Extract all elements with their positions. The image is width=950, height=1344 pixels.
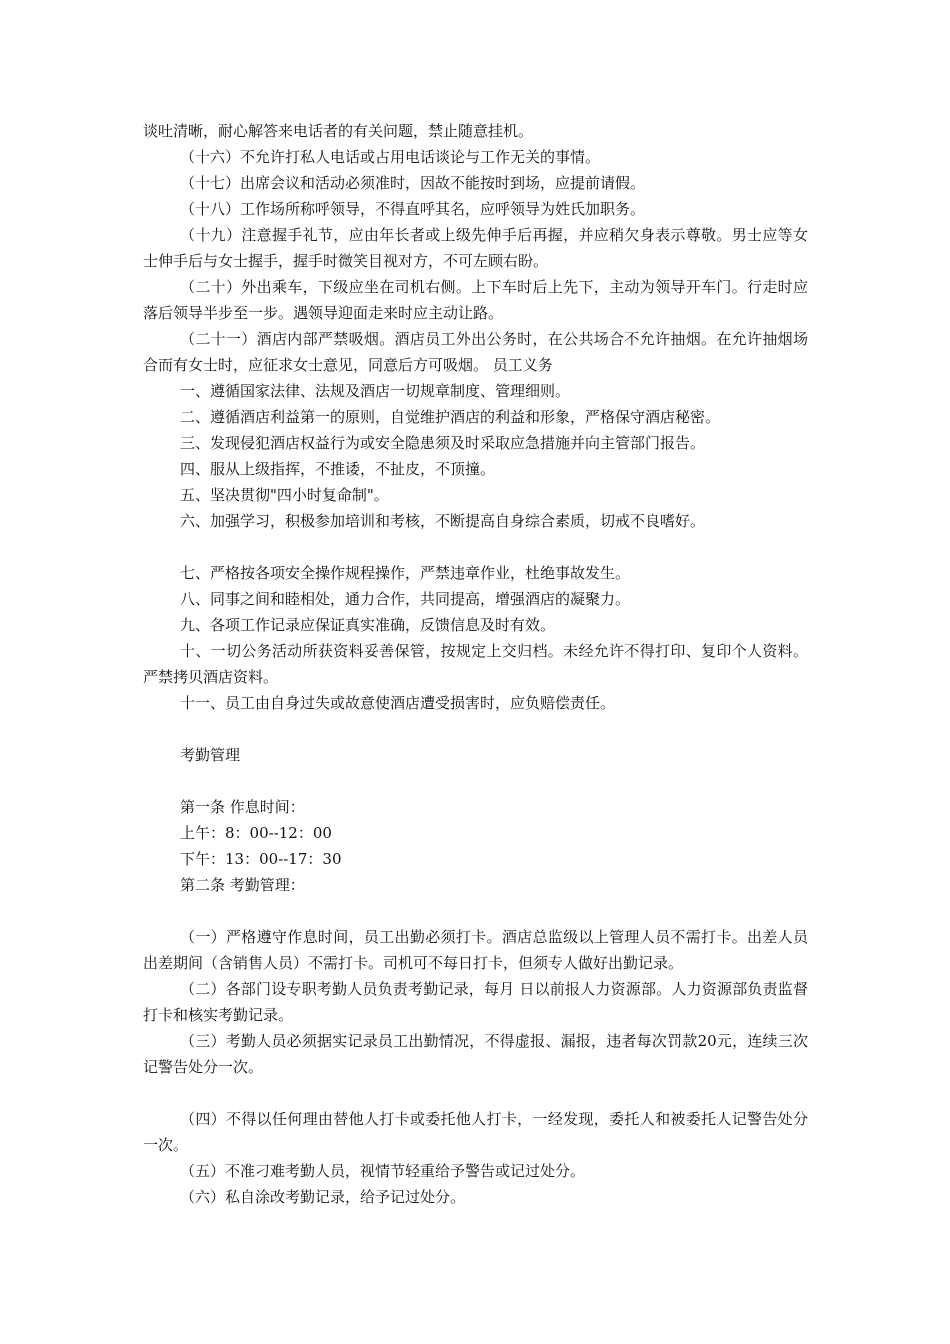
- paragraph: （五）不准刁难考勤人员，视情节轻重给予警告或记过处分。: [180, 1162, 586, 1180]
- paragraph: 第二条 考勤管理：: [180, 876, 305, 894]
- paragraph: 上午：8：00--12：00: [180, 824, 332, 842]
- paragraph: 一、遵循国家法律、法规及酒店一切规章制度、管理细则。: [180, 382, 571, 400]
- paragraph: （四）不得以任何理由替他人打卡或委托他人打卡，一经发现，委托人和被委托人记警告处分一次。: [143, 1110, 808, 1154]
- paragraph: 十、一切公务活动所获资料妥善保管，按规定上交归档。未经允许不得打印、复印个人资料。严禁拷贝酒店资料。: [143, 642, 808, 686]
- blank-line: [143, 898, 808, 924]
- paragraph: 二、遵循酒店利益第一的原则，自觉维护酒店的利益和形象，严格保守酒店秘密。: [180, 408, 721, 426]
- paragraph: （一）严格遵守作息时间，员工出勤必须打卡。酒店总监级以上管理人员不需打卡。出差人员出差期间（含销售人员）不需打卡。司机可不每日打卡，但须专人做好出勤记录。: [143, 928, 808, 972]
- paragraph: 六、加强学习，积极参加培训和考核，不断提高自身综合素质，切戒不良嗜好。: [180, 512, 706, 530]
- paragraph: 七、严格按各项安全操作规程操作，严禁违章作业，杜绝事故发生。: [180, 564, 631, 582]
- paragraph: （二十一）酒店内部严禁吸烟。酒店员工外出公务时，在公共场合不允许抽烟。在允许抽烟场合而有女士时，应征求女士意见，同意后方可吸烟。 员工义务: [143, 330, 808, 374]
- paragraph: 考勤管理: [180, 746, 241, 764]
- blank-line: [143, 716, 808, 742]
- blank-line: [143, 768, 808, 794]
- blank-line: [143, 534, 808, 560]
- paragraph: 八、同事之间和睦相处，通力合作，共同提高，增强酒店的凝聚力。: [180, 590, 631, 608]
- paragraph: （十七）出席会议和活动必须准时，因故不能按时到场，应提前请假。: [180, 174, 646, 192]
- paragraph: 五、坚决贯彻"四小时复命制"。: [180, 486, 389, 504]
- paragraph: 四、服从上级指挥，不推诿，不扯皮，不顶撞。: [180, 460, 496, 478]
- paragraph: （二十）外出乘车，下级应坐在司机右侧。上下车时后上先下，主动为领导开车门。行走时应落后领导半步至一步。遇领导迎面走来时应主动让路。: [143, 278, 808, 322]
- paragraph: 第一条 作息时间：: [180, 798, 305, 816]
- paragraph: （十九）注意握手礼节，应由年长者或上级先伸手后再握，并应稍欠身表示尊敬。男士应等女士伸手后与女士握手，握手时微笑目视对方，不可左顾右盼。: [143, 226, 808, 270]
- paragraph: 三、发现侵犯酒店权益行为或安全隐患须及时采取应急措施并向主管部门报告。: [180, 434, 706, 452]
- paragraph: 谈吐清晰，耐心解答来电话者的有关问题，禁止随意挂机。: [143, 122, 534, 140]
- paragraph: （三）考勤人员必须据实记录员工出勤情况，不得虚报、漏报，违者每次罚款20元，连续三次记警告处分一次。: [143, 1032, 808, 1076]
- paragraph: 十一、员工由自身过失或故意使酒店遭受损害时，应负赔偿责任。: [180, 694, 616, 712]
- paragraph: （十八）工作场所称呼领导，不得直呼其名，应呼领导为姓氏加职务。: [180, 200, 646, 218]
- paragraph: （二）各部门设专职考勤人员负责考勤记录，每月 日以前报人力资源部。人力资源部负责监督打卡和核实考勤记录。: [143, 980, 808, 1024]
- paragraph: （十六）不允许打私人电话或占用电话谈论与工作无关的事情。: [180, 148, 601, 166]
- blank-line: [143, 1080, 808, 1106]
- paragraph: 下午：13：00--17：30: [180, 850, 342, 868]
- document-body: [143, 118, 808, 1210]
- paragraph: 九、各项工作记录应保证真实准确，反馈信息及时有效。: [180, 616, 556, 634]
- paragraph: （六）私自涂改考勤记录，给予记过处分。: [180, 1188, 466, 1206]
